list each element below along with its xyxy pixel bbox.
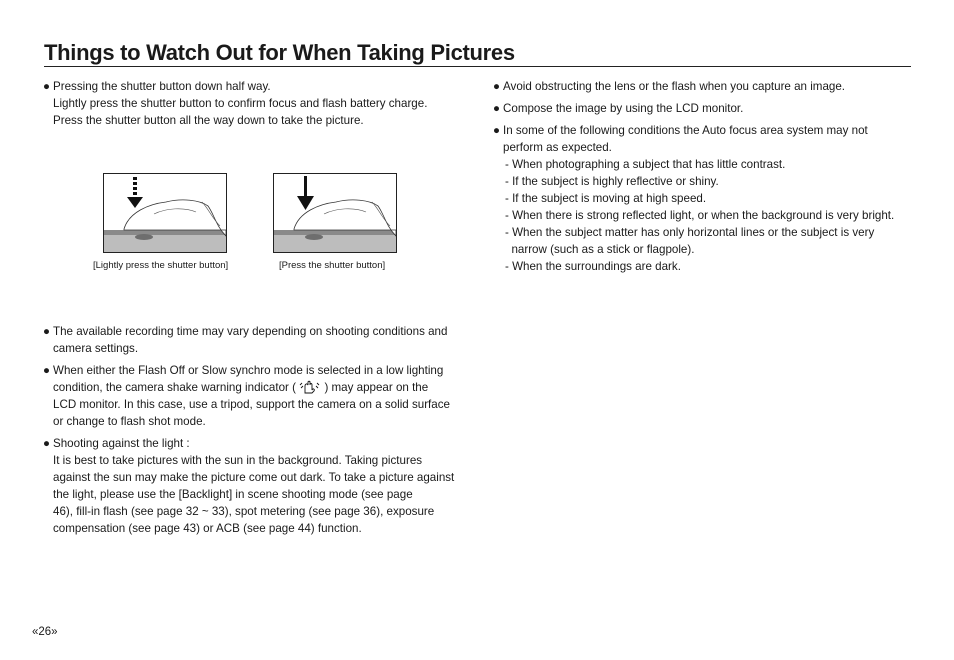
condition-item: - When the surroundings are dark. [505,260,681,273]
bullet-icon: ● [43,364,51,377]
text-fragment: condition, the camera shake warning indicator ( [53,381,296,394]
text-line: Pressing the shutter button down half way. [53,80,271,93]
text-line: In some of the following conditions the Auto focus area system may not [503,124,868,137]
list-item [43,362,468,430]
half-press-caption: [Lightly press the shutter button] [93,260,229,271]
list-item [43,435,468,537]
recording-notes [43,323,468,542]
bullet-icon: ● [493,124,501,137]
list-item [493,78,913,95]
list-item [493,122,913,275]
half-press-illustration [103,173,227,253]
text-line: or change to flash shot mode. [53,415,206,428]
text-line: Press the shutter button all the way down to take the picture. [53,114,364,127]
text-line: camera settings. [53,342,139,355]
list-item [43,78,468,129]
text-line: It is best to take pictures with the sun in the background. Taking pictures [53,454,423,467]
bullet-icon: ● [43,80,51,93]
title-divider [44,66,911,67]
text-line: Lightly press the shutter button to confirm focus and flash battery charge. [53,97,428,110]
text-line [53,379,468,396]
text-line: Compose the image by using the LCD monitor. [503,102,744,115]
condition-item: - If the subject is highly reflective or shiny. [505,175,719,188]
condition-item: - If the subject is moving at high speed. [505,192,707,205]
capture-tips [493,78,913,280]
page-title: Things to Watch Out for When Taking Pictures [44,40,515,65]
bullet-icon: ● [43,437,51,450]
text-fragment: ) may appear on the [324,381,429,394]
text-line: 46), fill-in flash (see page 32 ~ 33), spot metering (see page 36), exposure [53,505,435,518]
text-line: When either the Flash Off or Slow synchro mode is selected in a low lighting [53,364,444,377]
text-line: The available recording time may vary depending on shooting conditions and [53,325,448,338]
full-press-hand-image [274,174,396,252]
list-item [43,323,468,357]
shutter-instructions [43,78,468,134]
text-line: Shooting against the light : [53,437,190,450]
bullet-icon: ● [493,80,501,93]
bullet-icon: ● [43,325,51,338]
bullet-icon: ● [493,102,501,115]
text-line: the light, please use the [Backlight] in scene shooting mode (see page [53,488,413,501]
condition-item: - When there is strong reflected light, or when the background is very bright. [505,209,895,222]
condition-item: - When the subject matter has only horizontal lines or the subject is very [505,226,875,239]
text-line: perform as expected. [503,141,612,154]
page-number: «26» [32,626,58,638]
camera-shake-warning-icon [299,380,321,394]
text-line: LCD monitor. In this case, use a tripod, support the camera on a solid surface [53,398,450,411]
condition-item: narrow (such as a stick or flagpole). [505,243,695,256]
full-press-illustration [273,173,397,253]
half-press-hand-image [104,174,226,252]
text-line: compensation (see page 43) or ACB (see page 44) function. [53,522,362,535]
list-item [493,100,913,117]
text-line: against the sun may make the picture come out dark. To take a picture against [53,471,455,484]
full-press-caption: [Press the shutter button] [279,260,386,271]
condition-item: - When photographing a subject that has little contrast. [505,158,786,171]
text-line: Avoid obstructing the lens or the flash when you capture an image. [503,80,846,93]
